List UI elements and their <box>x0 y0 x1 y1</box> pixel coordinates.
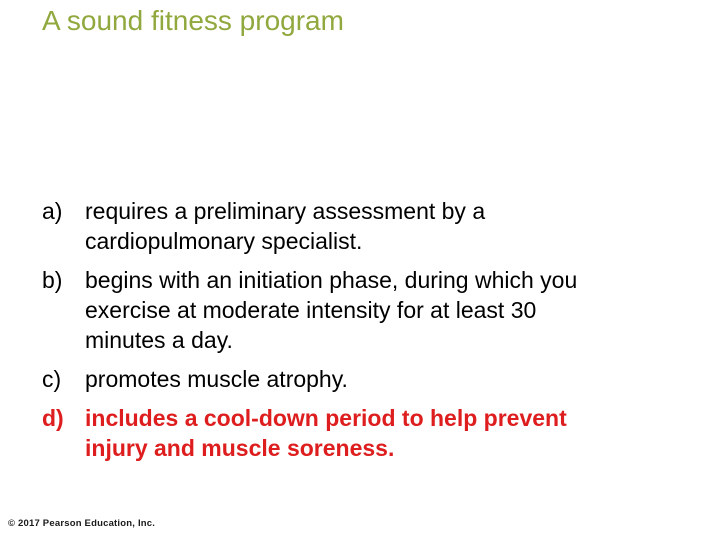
option-b <box>42 265 620 355</box>
option-a-text: requires a preliminary assessment by a cardiopulmonary specialist. <box>85 198 486 254</box>
option-b-marker: b) <box>42 267 63 293</box>
option-a <box>42 196 620 256</box>
option-b-text: begins with an initiation phase, during which you exercise at moderate intensity for at least 30 minutes a day. <box>85 267 578 353</box>
option-c-marker: c) <box>42 366 62 392</box>
slide-title: A sound fitness program <box>42 5 344 36</box>
option-d-text: includes a cool-down period to help prevent injury and muscle soreness. <box>85 405 567 461</box>
option-c-text: promotes muscle atrophy. <box>85 366 348 392</box>
copyright-footer: © 2017 Pearson Education, Inc. <box>8 518 156 529</box>
option-c <box>42 364 620 394</box>
option-a-marker: a) <box>42 198 63 224</box>
option-d-highlighted-answer <box>42 403 620 463</box>
option-d-marker: d) <box>42 405 64 431</box>
answer-options-list <box>42 192 620 472</box>
